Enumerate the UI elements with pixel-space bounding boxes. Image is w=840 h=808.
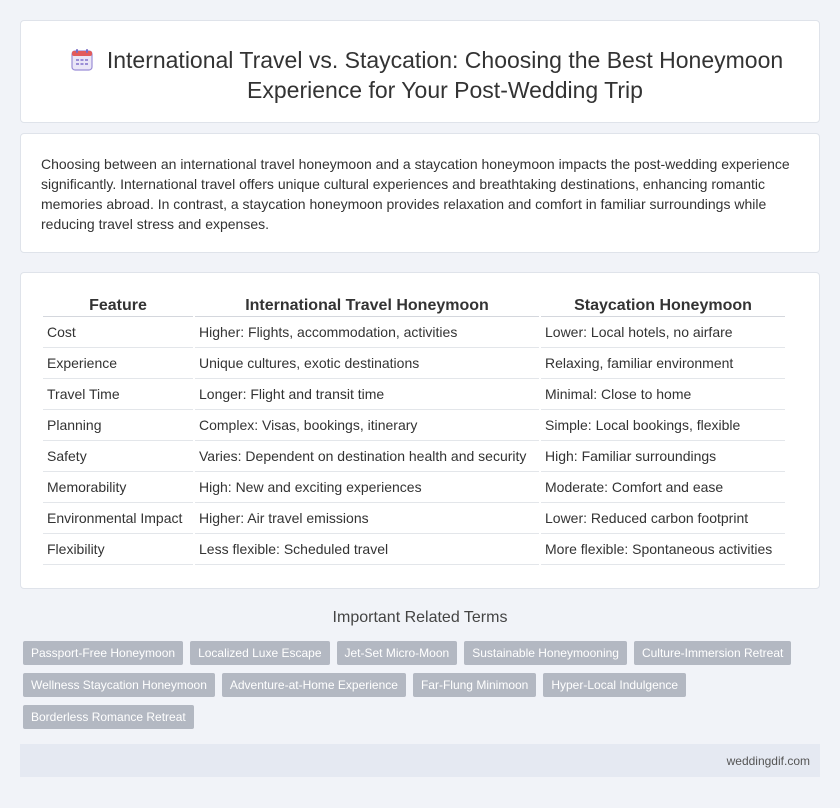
related-tag[interactable]: Passport-Free Honeymoon (23, 641, 183, 665)
header-card (20, 20, 820, 123)
international-cell: Varies: Dependent on destination health and security (195, 441, 539, 472)
table-row (43, 410, 785, 441)
table-row (43, 317, 785, 348)
feature-cell: Flexibility (43, 534, 193, 565)
intro-text: Choosing between an international travel honeymoon and a staycation honeymoon impacts the post-wedding experience significantly. International travel offers unique cultural experiences and breathtaking destinations, enhancing romantic memories abroad. In contrast, a staycation honeymoon provides relaxation and comfort in familiar surroundings while reducing travel stress and expenses. (41, 156, 790, 232)
staycation-cell: Lower: Reduced carbon footprint (541, 503, 785, 534)
header-staycation: Staycation Honeymoon (541, 293, 785, 317)
comparison-card (20, 272, 820, 589)
international-cell: High: New and exciting experiences (195, 472, 539, 503)
international-cell: Complex: Visas, bookings, itinerary (195, 410, 539, 441)
related-tag[interactable]: Culture-Immersion Retreat (634, 641, 791, 665)
staycation-cell: Simple: Local bookings, flexible (541, 410, 785, 441)
staycation-cell: Moderate: Comfort and ease (541, 472, 785, 503)
related-tag[interactable]: Localized Luxe Escape (190, 641, 329, 665)
international-cell: Higher: Flights, accommodation, activities (195, 317, 539, 348)
table-row (43, 534, 785, 565)
related-tag[interactable]: Hyper-Local Indulgence (543, 673, 686, 697)
related-tag[interactable]: Wellness Staycation Honeymoon (23, 673, 215, 697)
international-cell: Less flexible: Scheduled travel (195, 534, 539, 565)
table-row (43, 379, 785, 410)
feature-cell: Travel Time (43, 379, 193, 410)
intro-card (20, 133, 820, 253)
international-cell: Longer: Flight and transit time (195, 379, 539, 410)
related-tag[interactable]: Borderless Romance Retreat (23, 705, 194, 729)
comparison-table (41, 293, 787, 565)
header-feature: Feature (43, 293, 193, 317)
table-header-row (43, 293, 785, 317)
feature-cell: Safety (43, 441, 193, 472)
international-cell: Higher: Air travel emissions (195, 503, 539, 534)
feature-cell: Experience (43, 348, 193, 379)
table-row (43, 441, 785, 472)
page-title: International Travel vs. Staycation: Choosing the Best Honeymoon Experience for Your Post-Wedding Trip (106, 47, 784, 103)
international-cell: Unique cultures, exotic destinations (195, 348, 539, 379)
table-row (43, 348, 785, 379)
table-row (43, 503, 785, 534)
feature-cell: Cost (43, 317, 193, 348)
feature-cell: Memorability (43, 472, 193, 503)
staycation-cell: High: Familiar surroundings (541, 441, 785, 472)
staycation-cell: Minimal: Close to home (541, 379, 785, 410)
related-tag[interactable]: Sustainable Honeymooning (464, 641, 627, 665)
table-row (43, 472, 785, 503)
footer-site-link[interactable]: weddingdif.com (726, 754, 810, 768)
related-terms-title: Important Related Terms (332, 609, 508, 626)
related-tag[interactable]: Adventure-at-Home Experience (222, 673, 406, 697)
related-tag[interactable]: Jet-Set Micro-Moon (337, 641, 458, 665)
footer (20, 744, 820, 777)
staycation-cell: More flexible: Spontaneous activities (541, 534, 785, 565)
staycation-cell: Relaxing, familiar environment (541, 348, 785, 379)
feature-cell: Environmental Impact (43, 503, 193, 534)
related-tag[interactable]: Far-Flung Minimoon (413, 673, 536, 697)
feature-cell: Planning (43, 410, 193, 441)
header-international: International Travel Honeymoon (195, 293, 539, 317)
related-tags (23, 641, 813, 729)
staycation-cell: Lower: Local hotels, no airfare (541, 317, 785, 348)
